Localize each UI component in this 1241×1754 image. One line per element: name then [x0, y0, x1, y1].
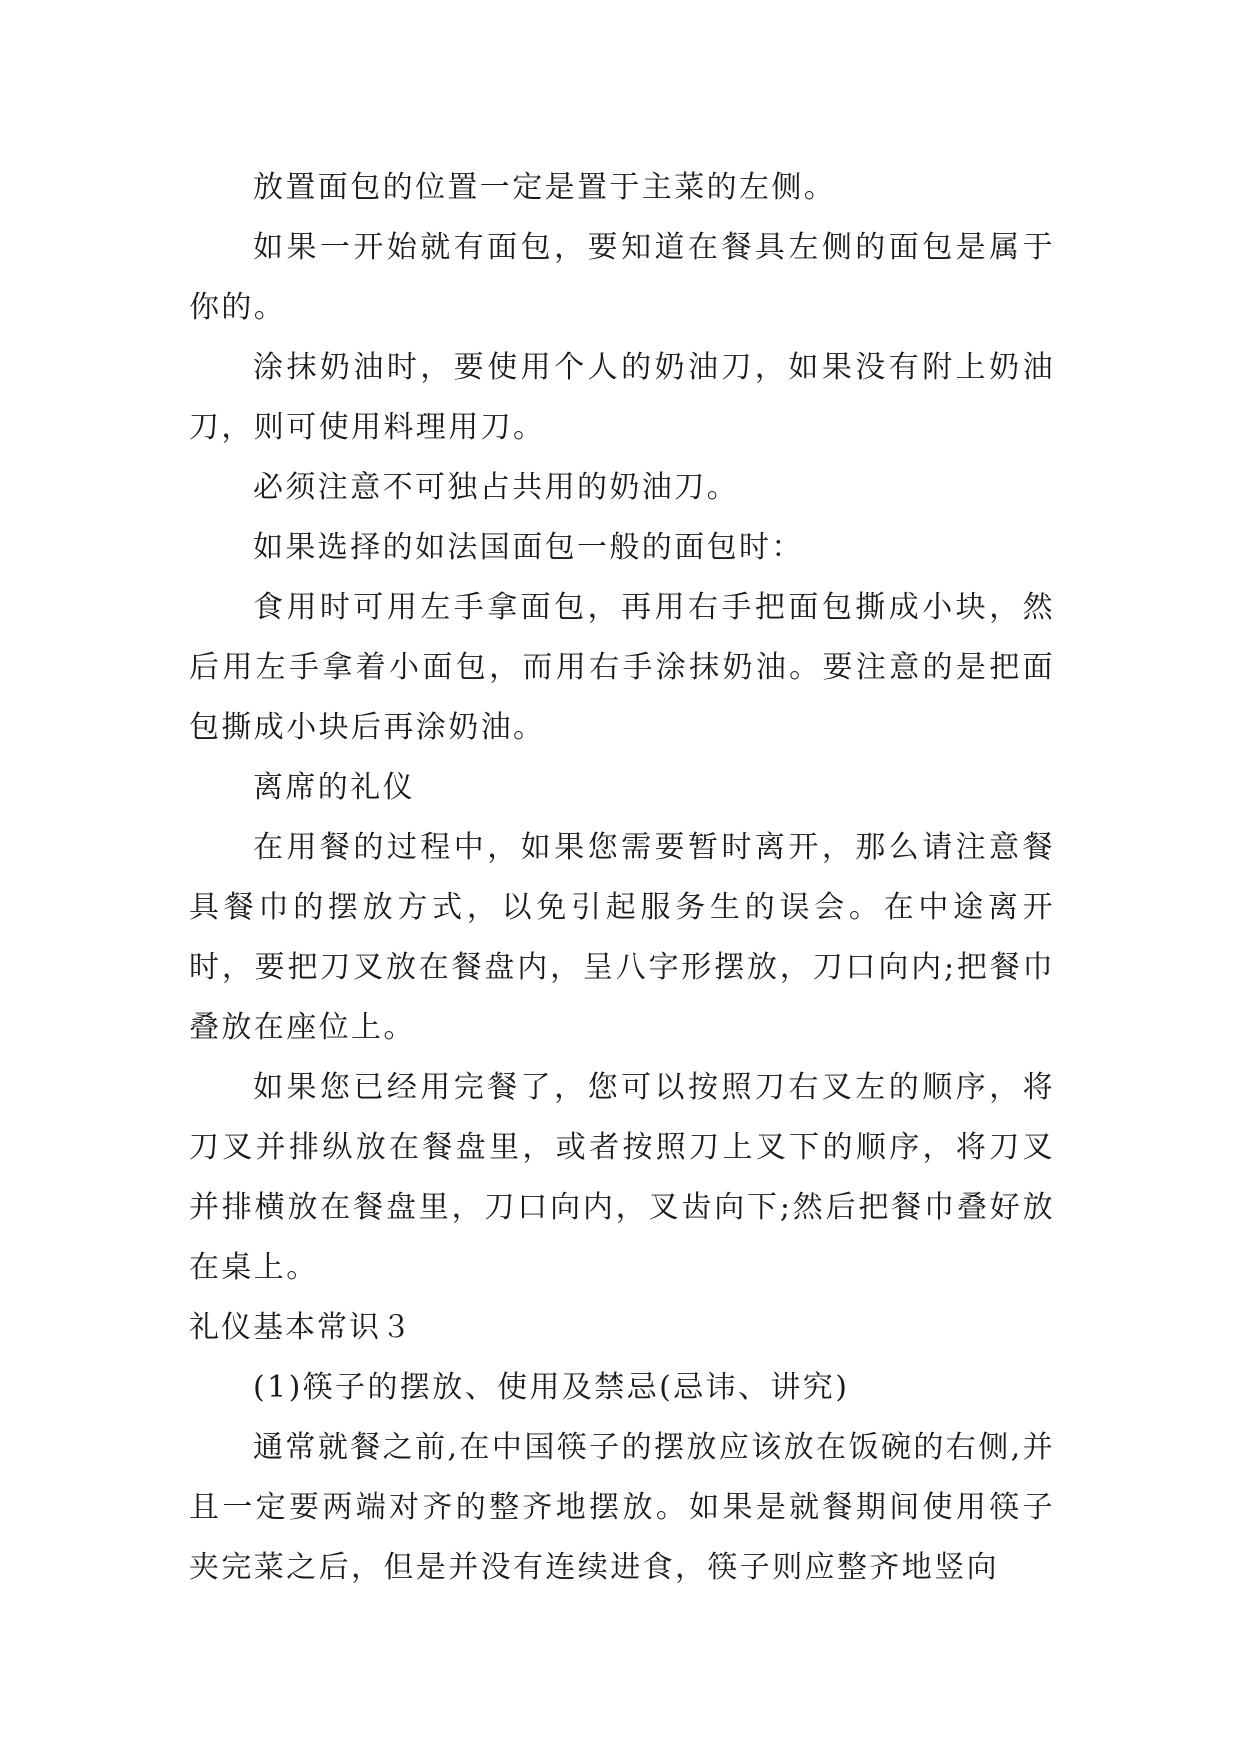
subheading-chopsticks: (1)筷子的摆放、使用及禁忌(忌讳、讲究) [253, 1370, 850, 1405]
document-body [189, 158, 1055, 1598]
section-heading: 礼仪基本常识３ [189, 1310, 413, 1345]
paragraph-chopsticks-placement: 通常就餐之前,在中国筷子的摆放应该放在饭碗的右侧,并且一定要两端对齐的整齐地摆放。如果是就餐期间使用筷子夹完菜之后，但是并没有连续进食，筷子则应整齐地竖向 [189, 1430, 1055, 1585]
paragraph-finished-meal: 如果您已经用完餐了，您可以按照刀右叉左的顺序，将刀叉并排纵放在餐盘里，或者按照刀上叉下的顺序，将刀叉并排横放在餐盘里，刀口向内，叉齿向下;然后把餐巾叠好放在桌上。 [189, 1070, 1055, 1285]
paragraph-french-bread: 如果选择的如法国面包一般的面包时： [253, 530, 804, 565]
paragraph-shared-knife: 必须注意不可独占共用的奶油刀。 [253, 470, 739, 505]
paragraph-eating-bread: 食用时可用左手拿面包，再用右手把面包撕成小块，然后用左手拿着小面包，而用右手涂抹奶油。要注意的是把面包撕成小块后再涂奶油。 [189, 590, 1055, 745]
paragraph-temporary-leave: 在用餐的过程中，如果您需要暂时离开，那么请注意餐具餐巾的摆放方式，以免引起服务生的误会。在中途离开时，要把刀叉放在餐盘内，呈八字形摆放，刀口向内;把餐巾叠放在座位上。 [189, 830, 1055, 1045]
subheading-leaving-table: 离席的礼仪 [253, 770, 415, 805]
paragraph-bread-position: 放置面包的位置一定是置于主菜的左侧。 [253, 170, 837, 205]
paragraph-bread-left: 如果一开始就有面包，要知道在餐具左侧的面包是属于你的。 [189, 230, 1055, 325]
paragraph-butter-knife: 涂抹奶油时，要使用个人的奶油刀，如果没有附上奶油刀，则可使用料理用刀。 [189, 350, 1055, 445]
